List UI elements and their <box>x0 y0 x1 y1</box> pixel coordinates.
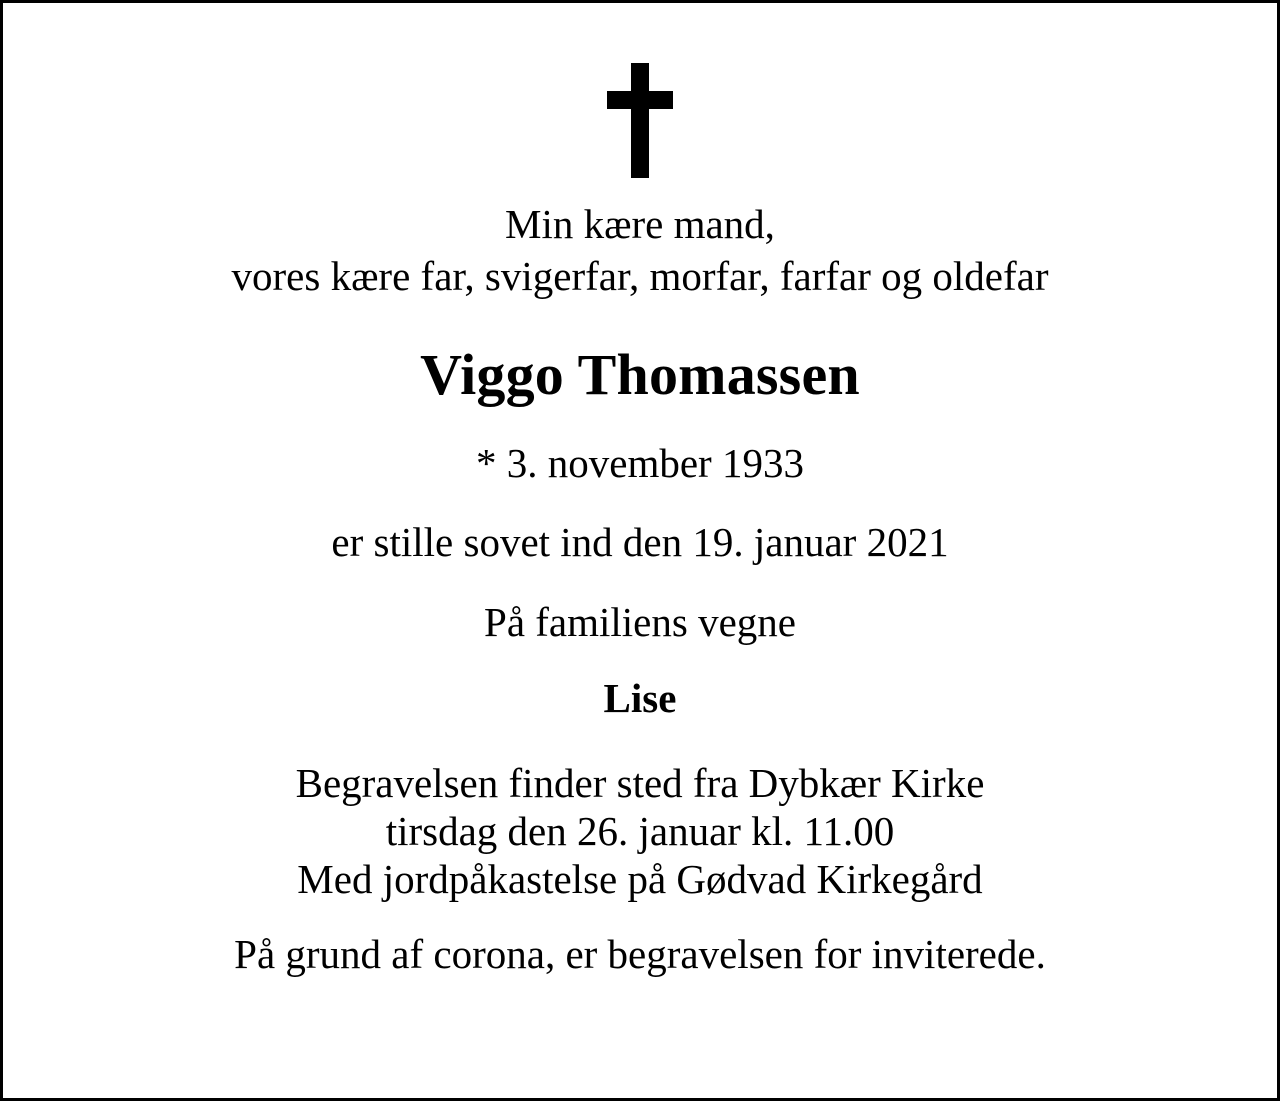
death-date: er stille sovet ind den 19. januar 2021 <box>331 518 949 565</box>
cross-icon-wrap <box>63 63 1217 178</box>
intro-line-2: vores kære far, svigerfar, morfar, farfar og oldefar <box>231 253 1049 300</box>
covid-notice: På grund af corona, er begravelsen for inviterede. <box>234 930 1046 977</box>
service-details <box>296 759 985 904</box>
birth-date: * 3. november 1933 <box>476 440 804 487</box>
signature-name: Lise <box>603 675 677 722</box>
cross-vertical-bar <box>631 63 649 178</box>
intro-text <box>232 200 1049 301</box>
deceased-name: Viggo Thomassen <box>420 341 860 407</box>
service-line-2: tirsdag den 26. januar kl. 11.00 <box>385 808 895 855</box>
cross-horizontal-bar <box>607 91 673 109</box>
service-line-1: Begravelsen finder sted fra Dybkær Kirke <box>295 759 985 806</box>
on-behalf-text: På familiens vegne <box>484 598 796 645</box>
intro-line-1: Min kære mand, <box>505 201 775 247</box>
latin-cross-icon <box>607 63 673 178</box>
service-line-3: Med jordpåkastelse på Gødvad Kirkegård <box>297 856 983 903</box>
